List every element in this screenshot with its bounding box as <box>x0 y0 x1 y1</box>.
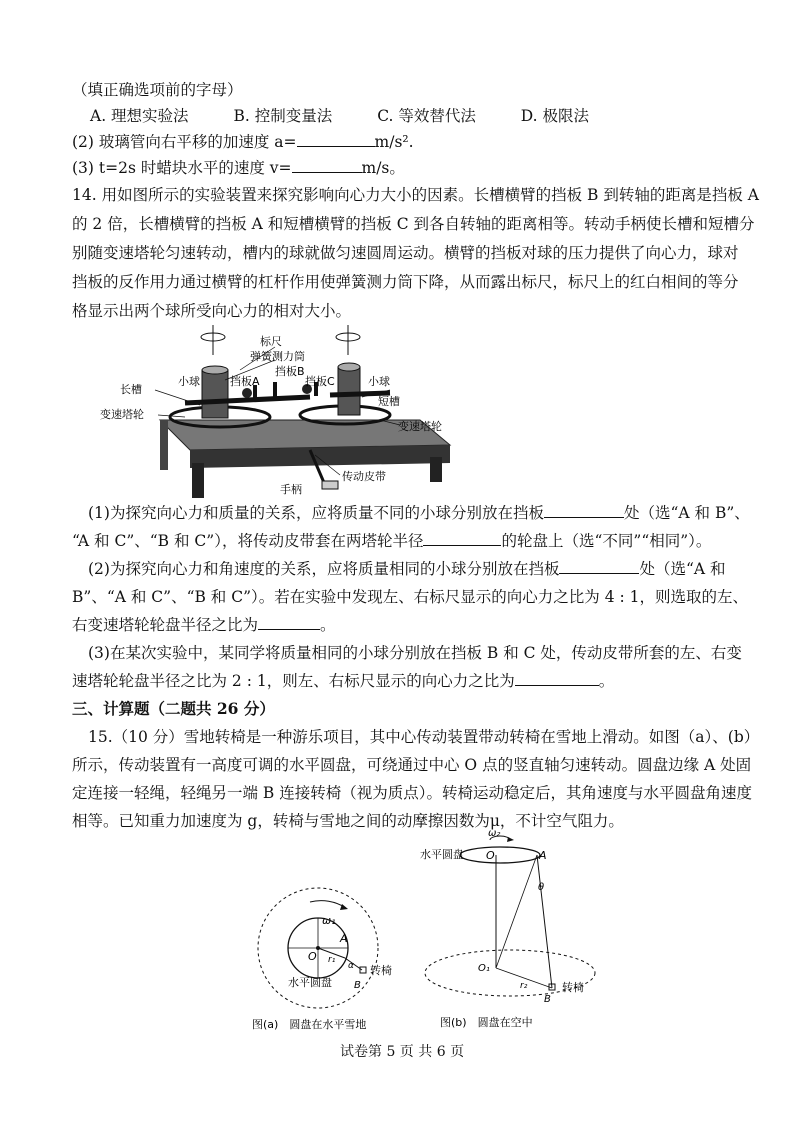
q14-line-1: 14. 用如图所示的实验装置来探究影响向心力大小的因素。长槽横臂的挡板 B 到转轴的距离是挡板 A <box>72 186 759 204</box>
q14-part2-text3: 右变速塔轮轮盘半径之比为 <box>72 616 259 634</box>
fig-b-o: O <box>486 849 495 862</box>
fig-b-chair: 转椅 <box>562 981 584 994</box>
label-long-slot: 长槽 <box>120 383 142 396</box>
q14-part2-line3 <box>72 615 336 635</box>
fig-b-theta: θ <box>538 882 545 893</box>
fig-a-caption: 图(a) 圆盘在水平雪地 <box>252 1018 367 1031</box>
label-ball-left: 小球 <box>178 375 200 388</box>
fig-b-caption: 图(b) 圆盘在空中 <box>440 1016 533 1029</box>
label-belt: 传动皮带 <box>342 470 386 483</box>
label-tower-left: 变速塔轮 <box>100 408 144 421</box>
q14-part1-text3: 的轮盘上（选“不同”“相同”）。 <box>501 532 712 550</box>
apparatus-figure <box>100 325 480 500</box>
figure-a <box>250 860 410 1035</box>
q14-part2-line1 <box>88 559 726 579</box>
q14-line-2: 的 2 倍，长槽横臂的挡板 A 和短槽横臂的挡板 C 到各自转轴的距离相等。转动手柄使长槽和短槽分 <box>72 215 755 233</box>
answer-blank[interactable] <box>515 671 599 686</box>
q13-part2-text: (2) 玻璃管向右平移的加速度 a= <box>72 133 297 151</box>
answer-blank[interactable] <box>258 615 320 630</box>
fig-a-disk: 水平圆盘 <box>288 976 332 989</box>
q14-part3-text: 速塔轮轮盘半径之比为 2 : 1，则左、右标尺显示的向心力之比为 <box>72 672 515 690</box>
label-ruler: 标尺 <box>260 335 282 348</box>
answer-blank[interactable] <box>559 559 639 574</box>
q15-line-4: 相等。已知重力加速度为 g，转椅与雪地之间的动摩擦因数为μ，不计空气阻力。 <box>72 812 624 830</box>
fig-a-b: B <box>354 980 361 991</box>
q14-part1-line1 <box>88 503 750 523</box>
q14-part3-end: 。 <box>598 672 615 690</box>
q14-part1-line2 <box>72 531 711 551</box>
q14-part2-options: 处（选“A 和 <box>639 560 726 578</box>
fig-a-a: A <box>340 932 348 945</box>
answer-blank[interactable] <box>292 158 362 173</box>
figure-b <box>420 828 630 1033</box>
fig-b-omega: ω₂ <box>488 828 501 839</box>
fig-b-a: A <box>539 849 547 862</box>
q13-part2-unit: m/s². <box>374 133 414 151</box>
page-footer: 试卷第 5 页 共 6 页 <box>340 1044 465 1060</box>
fig-b-r2: r₂ <box>520 981 528 991</box>
label-baffle-b: 挡板B <box>275 365 305 378</box>
label-ball-right: 小球 <box>368 375 390 388</box>
section-title: 三、计算题（二题共 26 分） <box>72 699 275 718</box>
q13-part3-text: (3) t=2s 时蜡块水平的速度 v= <box>72 159 292 177</box>
q14-part1-text2: “A 和 C”、“B 和 C”），将传动皮带套在两塔轮半径 <box>72 532 424 550</box>
q14-line-4: 挡板的反作用力通过横臂的杠杆作用使弹簧测力筒下降，从而露出标尺，标尺上的红白相间的等分 <box>72 273 739 291</box>
q13-part3 <box>72 158 405 178</box>
label-tower-right: 变速塔轮 <box>398 420 442 433</box>
fig-b-disk: 水平圆盘 <box>420 848 464 861</box>
q13-option-d: D. 极限法 <box>520 107 590 125</box>
q13-part3-unit: m/s。 <box>361 159 405 177</box>
q14-part2-end: 。 <box>320 616 336 634</box>
q15-line-2: 所示，传动装置有一高度可调的水平圆盘，可绕通过中心 O 点的竖直轴匀速转动。圆盘边缘 A 处固 <box>72 756 752 774</box>
q14-part3-line1: (3)在某次实验中，某同学将质量相同的小球分别放在挡板 B 和 C 处，传动皮带所套的左、右变 <box>88 644 742 662</box>
q13-option-b: B. 控制变量法 <box>233 107 333 125</box>
q13-hint: （填正确选项前的字母） <box>72 81 243 99</box>
answer-blank[interactable] <box>297 132 375 147</box>
fig-b-o1: O₁ <box>478 963 490 974</box>
q13-option-a: A. 理想实验法 <box>90 107 189 125</box>
q15-line-3: 定连接一轻绳，轻绳另一端 B 连接转椅（视为质点）。转椅运动稳定后，其角速度与水平圆盘角速度 <box>72 784 752 802</box>
q14-part2-text: (2)为探究向心力和角速度的关系，应将质量相同的小球分别放在挡板 <box>88 560 560 578</box>
q13-part2 <box>72 132 414 152</box>
q14-line-5: 格显示出两个球所受向心力的相对大小。 <box>72 302 352 320</box>
q15-line-1: 15.（10 分）雪地转椅是一种游乐项目，其中心传动装置带动转椅在雪地上滑动。如图（a）、(b） <box>88 728 760 746</box>
q14-part3-line2 <box>72 671 614 691</box>
q13-options <box>90 106 629 126</box>
q13-option-c: C. 等效替代法 <box>377 107 476 125</box>
q14-part2-line2: B”、“A 和 C”、“B 和 C”）。若在实验中发现左、右标尺显示的向心力之比为 4 : 1，则选取的左、 <box>72 588 749 606</box>
q14-part1-options: 处（选“A 和 B”、 <box>623 504 750 522</box>
fig-a-chair: 转椅 <box>370 964 392 977</box>
label-handle: 手柄 <box>280 483 302 496</box>
q14-part1-text: (1)为探究向心力和质量的关系，应将质量不同的小球分别放在挡板 <box>88 504 544 522</box>
label-spring: 弹簧测力筒 <box>250 350 305 363</box>
answer-blank[interactable] <box>544 503 624 518</box>
label-baffle-a: 挡板A <box>230 375 260 388</box>
fig-a-r1: r₁ <box>328 955 336 965</box>
fig-a-alpha: α <box>348 961 354 971</box>
fig-a-o: O <box>308 950 317 963</box>
label-baffle-c: 挡板C <box>305 375 335 388</box>
label-short-slot: 短槽 <box>378 395 400 408</box>
q14-line-3: 别随变速塔轮匀速转动，槽内的球就做匀速圆周运动。横臂的挡板对球的压力提供了向心力，球对 <box>72 244 739 262</box>
fig-a-omega: ω₁ <box>322 914 336 927</box>
fig-b-b: B <box>544 994 551 1005</box>
answer-blank[interactable] <box>423 531 501 546</box>
